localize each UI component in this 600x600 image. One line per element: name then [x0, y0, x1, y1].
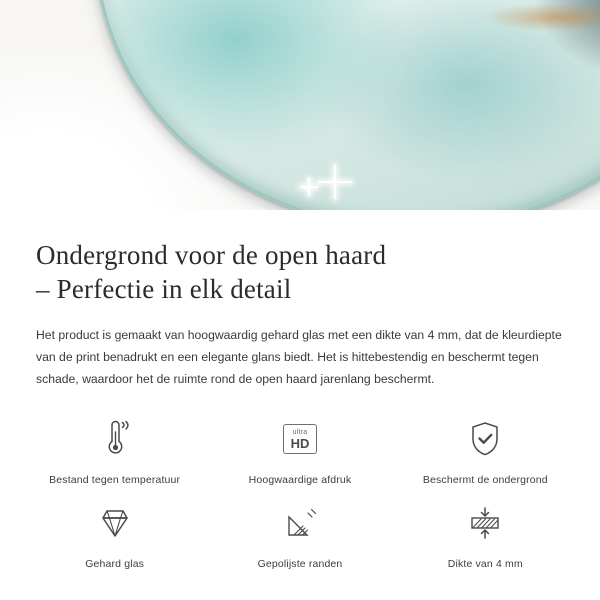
feature-label: Beschermt de ondergrond [422, 474, 548, 486]
feature-item-surface-protection [393, 416, 578, 486]
thermometer-icon [95, 416, 135, 462]
diamond-icon [95, 500, 135, 546]
feature-label: Gehard glas [85, 558, 145, 570]
ultra-hd-icon [283, 416, 317, 462]
round-glass-panel [95, 0, 600, 210]
feature-label: Dikte van 4 mm [447, 558, 523, 570]
page-title [36, 238, 564, 306]
thickness-arrows-icon [464, 500, 506, 546]
ultra-hd-badge-top: ultra [292, 428, 308, 436]
page-title-line-1: Ondergrond voor de open haard [36, 240, 387, 270]
feature-item-temperature [22, 416, 207, 486]
shield-check-icon [467, 416, 503, 462]
feature-item-tempered-glass [22, 500, 207, 570]
feature-item-polished-edges [207, 500, 392, 570]
ultra-hd-badge-bottom: HD [290, 435, 310, 451]
feature-label: Hoogwaardige afdruk [248, 474, 352, 486]
feature-grid [0, 416, 600, 570]
feature-item-thickness [393, 500, 578, 570]
feature-item-print-quality [207, 416, 392, 486]
description-paragraph: Het product is gemaakt van hoogwaardig gehard glas met een dikte van 4 mm, dat de kleurdiepte van de print benadrukt en een elegante glans biedt. Het is hittebestendig en beschermt tegen schade, waardoor het de ruimte rond de open haard jarenlang beschermt. [36, 328, 562, 386]
text-section [0, 210, 600, 390]
polished-edges-icon [281, 500, 319, 546]
page-title-line-2: – Perfectie in elk detail [36, 274, 292, 304]
hero-image [0, 0, 600, 210]
feature-label: Bestand tegen temperatuur [49, 474, 181, 486]
feature-label: Gepolijste randen [257, 558, 343, 570]
